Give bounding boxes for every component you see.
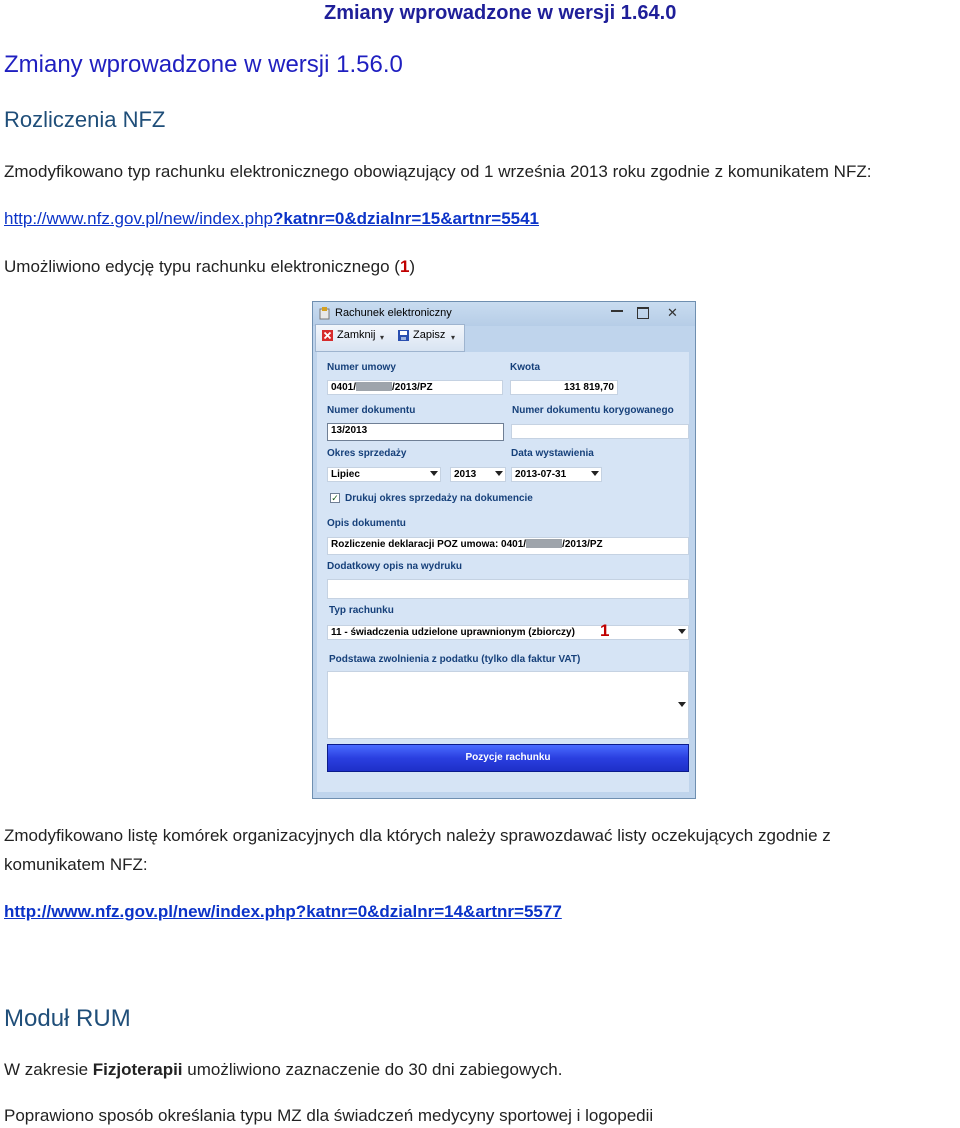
section-title-rum: Moduł RUM — [4, 1005, 131, 1032]
form-panel — [317, 352, 689, 792]
numer-umowy-suffix: /2013/PZ — [392, 382, 433, 393]
data-wystawienia-value: 2013-07-31 — [515, 469, 567, 480]
numer-dokumentu-input[interactable]: 13/2013 — [327, 423, 504, 441]
numer-korygowanego-input[interactable] — [511, 424, 689, 439]
chevron-down-icon — [678, 629, 686, 634]
window-titlebar — [313, 302, 695, 326]
minimize-icon[interactable] — [611, 308, 623, 312]
label-kwota: Kwota — [510, 362, 540, 373]
chevron-down-icon — [591, 471, 599, 476]
rachunek-window — [312, 301, 696, 799]
section-title-nfz: Rozliczenia NFZ — [4, 107, 166, 132]
podstawa-zwolnienia-select[interactable] — [327, 671, 689, 739]
zamknij-button[interactable]: Zamknij — [337, 329, 376, 341]
paragraph-edycja-typu — [4, 257, 415, 277]
marker-1-window: 1 — [600, 621, 610, 640]
chevron-down-icon[interactable]: ▾ — [451, 333, 456, 342]
window-toolbar — [315, 324, 465, 352]
kwota-input[interactable]: 131 819,70 — [510, 380, 618, 395]
label-opis-dokumentu: Opis dokumentu — [327, 518, 406, 529]
paragraph-fizjoterapia-bold: Fizjoterapii — [92, 1060, 183, 1079]
okres-month-value: Lipiec — [331, 469, 360, 480]
label-dodatkowy-opis: Dodatkowy opis na wydruku — [327, 561, 463, 572]
save-icon — [398, 330, 409, 341]
okres-year-select[interactable] — [450, 467, 506, 482]
paragraph-edycja-text: Umożliwiono edycję typu rachunku elektronicznego ( — [4, 257, 400, 276]
window-title: Rachunek elektroniczny — [335, 307, 452, 319]
version-heading-right: Zmiany wprowadzone w wersji 1.64.0 — [324, 2, 677, 24]
version-heading: Zmiany wprowadzone w wersji 1.56.0 — [4, 51, 403, 78]
pozycje-rachunku-button[interactable]: Pozycje rachunku — [327, 744, 689, 772]
numer-umowy-input[interactable] — [327, 380, 503, 395]
data-wystawienia-select[interactable] — [511, 467, 602, 482]
marker-1: 1 — [399, 257, 410, 276]
redacted-block — [356, 382, 392, 391]
label-okres-sprzedazy: Okres sprzedaży — [327, 448, 407, 459]
label-typ-rachunku: Typ rachunku — [329, 605, 394, 616]
link-part-url[interactable]: http://www.nfz.gov.pl/new/index.php — [4, 209, 274, 228]
label-podstawa-zwolnienia: Podstawa zwolnienia z podatku (tylko dla faktur VAT) — [329, 654, 581, 665]
close-icon[interactable]: ✕ — [667, 305, 678, 320]
link-nfz-5541[interactable] — [4, 209, 539, 229]
typ-rachunku-value: 11 - świadczenia udzielone uprawnionym (zbiorczy) — [331, 627, 575, 638]
zapisz-button[interactable]: Zapisz — [413, 329, 446, 341]
link-part-query[interactable]: ?katnr=0&dzialnr=15&artnr=5541 — [273, 209, 540, 228]
opis-prefix: Rozliczenie deklaracji POZ umowa: 0401/ — [331, 539, 527, 550]
label-numer-umowy: Numer umowy — [327, 362, 396, 373]
redacted-block — [526, 539, 562, 548]
label-drukuj-okres: Drukuj okres sprzedaży na dokumencie — [345, 493, 533, 504]
numer-umowy-prefix: 0401/ — [331, 382, 357, 393]
drukuj-checkbox[interactable]: ✓ — [331, 493, 339, 503]
paragraph-fizjoterapia-post: umożliwiono zaznaczenie do 30 dni zabiegowych. — [182, 1060, 563, 1079]
label-numer-korygowanego: Numer dokumentu korygowanego — [512, 405, 674, 416]
typ-rachunku-select[interactable] — [327, 625, 689, 640]
close-x-icon — [322, 330, 333, 341]
maximize-icon[interactable] — [637, 307, 649, 319]
paragraph-komorki-line1: Zmodyfikowano listę komórek organizacyjnych dla których należy sprawozdawać listy oczekujących zgodnie z — [4, 826, 831, 845]
app-icon — [319, 307, 331, 320]
chevron-down-icon[interactable]: ▾ — [380, 333, 385, 342]
paragraph-fizjoterapia — [4, 1060, 562, 1080]
chevron-down-icon — [678, 702, 686, 707]
paragraph-edycja-close: ) — [409, 257, 416, 276]
label-data-wystawienia: Data wystawienia — [511, 448, 594, 459]
label-numer-dokumentu: Numer dokumentu — [327, 405, 416, 416]
link-nfz-5577[interactable]: http://www.nfz.gov.pl/new/index.php?katnr=0&dzialnr=14&artnr=5577 — [4, 902, 562, 921]
okres-month-select[interactable] — [327, 467, 441, 482]
opis-dokumentu-input[interactable] — [327, 537, 689, 555]
opis-suffix: /2013/PZ — [562, 539, 603, 550]
chevron-down-icon — [495, 471, 503, 476]
paragraph-typ-rachunku: Zmodyfikowano typ rachunku elektronicznego obowiązujący od 1 września 2013 roku zgodnie z komunikatem NFZ: — [4, 162, 872, 181]
paragraph-fizjoterapia-pre: W zakresie — [4, 1060, 93, 1079]
okres-year-value: 2013 — [454, 469, 477, 480]
chevron-down-icon — [430, 471, 438, 476]
paragraph-komorki-line2: komunikatem NFZ: — [4, 855, 148, 874]
paragraph-typ-mz: Poprawiono sposób określania typu MZ dla świadczeń medycyny sportowej i logopedii — [4, 1106, 654, 1125]
dodatkowy-opis-input[interactable] — [327, 579, 689, 599]
